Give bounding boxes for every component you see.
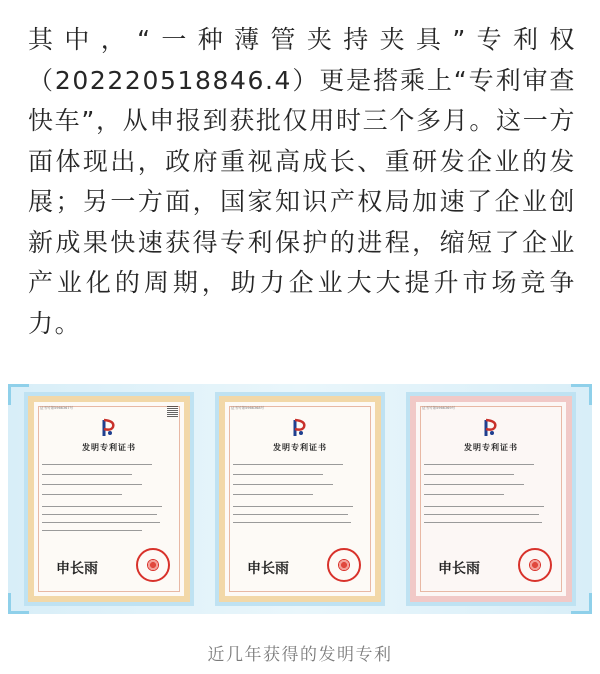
- patent-certificate: [410, 396, 572, 602]
- qr-code-icon: [167, 406, 178, 417]
- cnipa-logo-icon: [100, 418, 118, 438]
- cnipa-logo-icon: [482, 418, 500, 438]
- director-signature: 申长雨: [56, 561, 98, 577]
- director-signature: 申长雨: [247, 561, 289, 577]
- patent-certificate: [219, 396, 381, 602]
- director-signature: 申长雨: [438, 561, 480, 577]
- official-seal-icon: [518, 548, 552, 582]
- cnipa-logo-icon: [291, 418, 309, 438]
- certificate-figure: [8, 384, 592, 614]
- certificate-title: 发明专利证书: [273, 442, 327, 452]
- official-seal-icon: [136, 548, 170, 582]
- certificate-title: 发明专利证书: [82, 442, 136, 452]
- article-paragraph: 其中，“一种薄管夹持夹具”专利权（202220518846.4）更是搭乘上“专利审查快车”，从申报到获批仅用时三个多月。这一方面体现出，政府重视高成长、重研发企业的发展；另一方面，国家知识产权局加速了企业创新成果快速获得专利保护的进程，缩短了企业产业化的周期，助力企业大大提升市场竞争力。: [28, 25, 576, 338]
- certificate-serial: 证书号第5966369号: [422, 406, 456, 410]
- certificate-card: [24, 392, 194, 606]
- certificate-title: 发明专利证书: [464, 442, 518, 452]
- official-seal-icon: [327, 548, 361, 582]
- certificate-card: [406, 392, 576, 606]
- certificate-serial: 证书号第5966367号: [40, 406, 74, 410]
- certificate-serial: 证书号第5966368号: [231, 406, 265, 410]
- certificate-card: [215, 392, 385, 606]
- figure-caption: 近几年获得的发明专利: [207, 645, 393, 665]
- patent-certificate: [28, 396, 190, 602]
